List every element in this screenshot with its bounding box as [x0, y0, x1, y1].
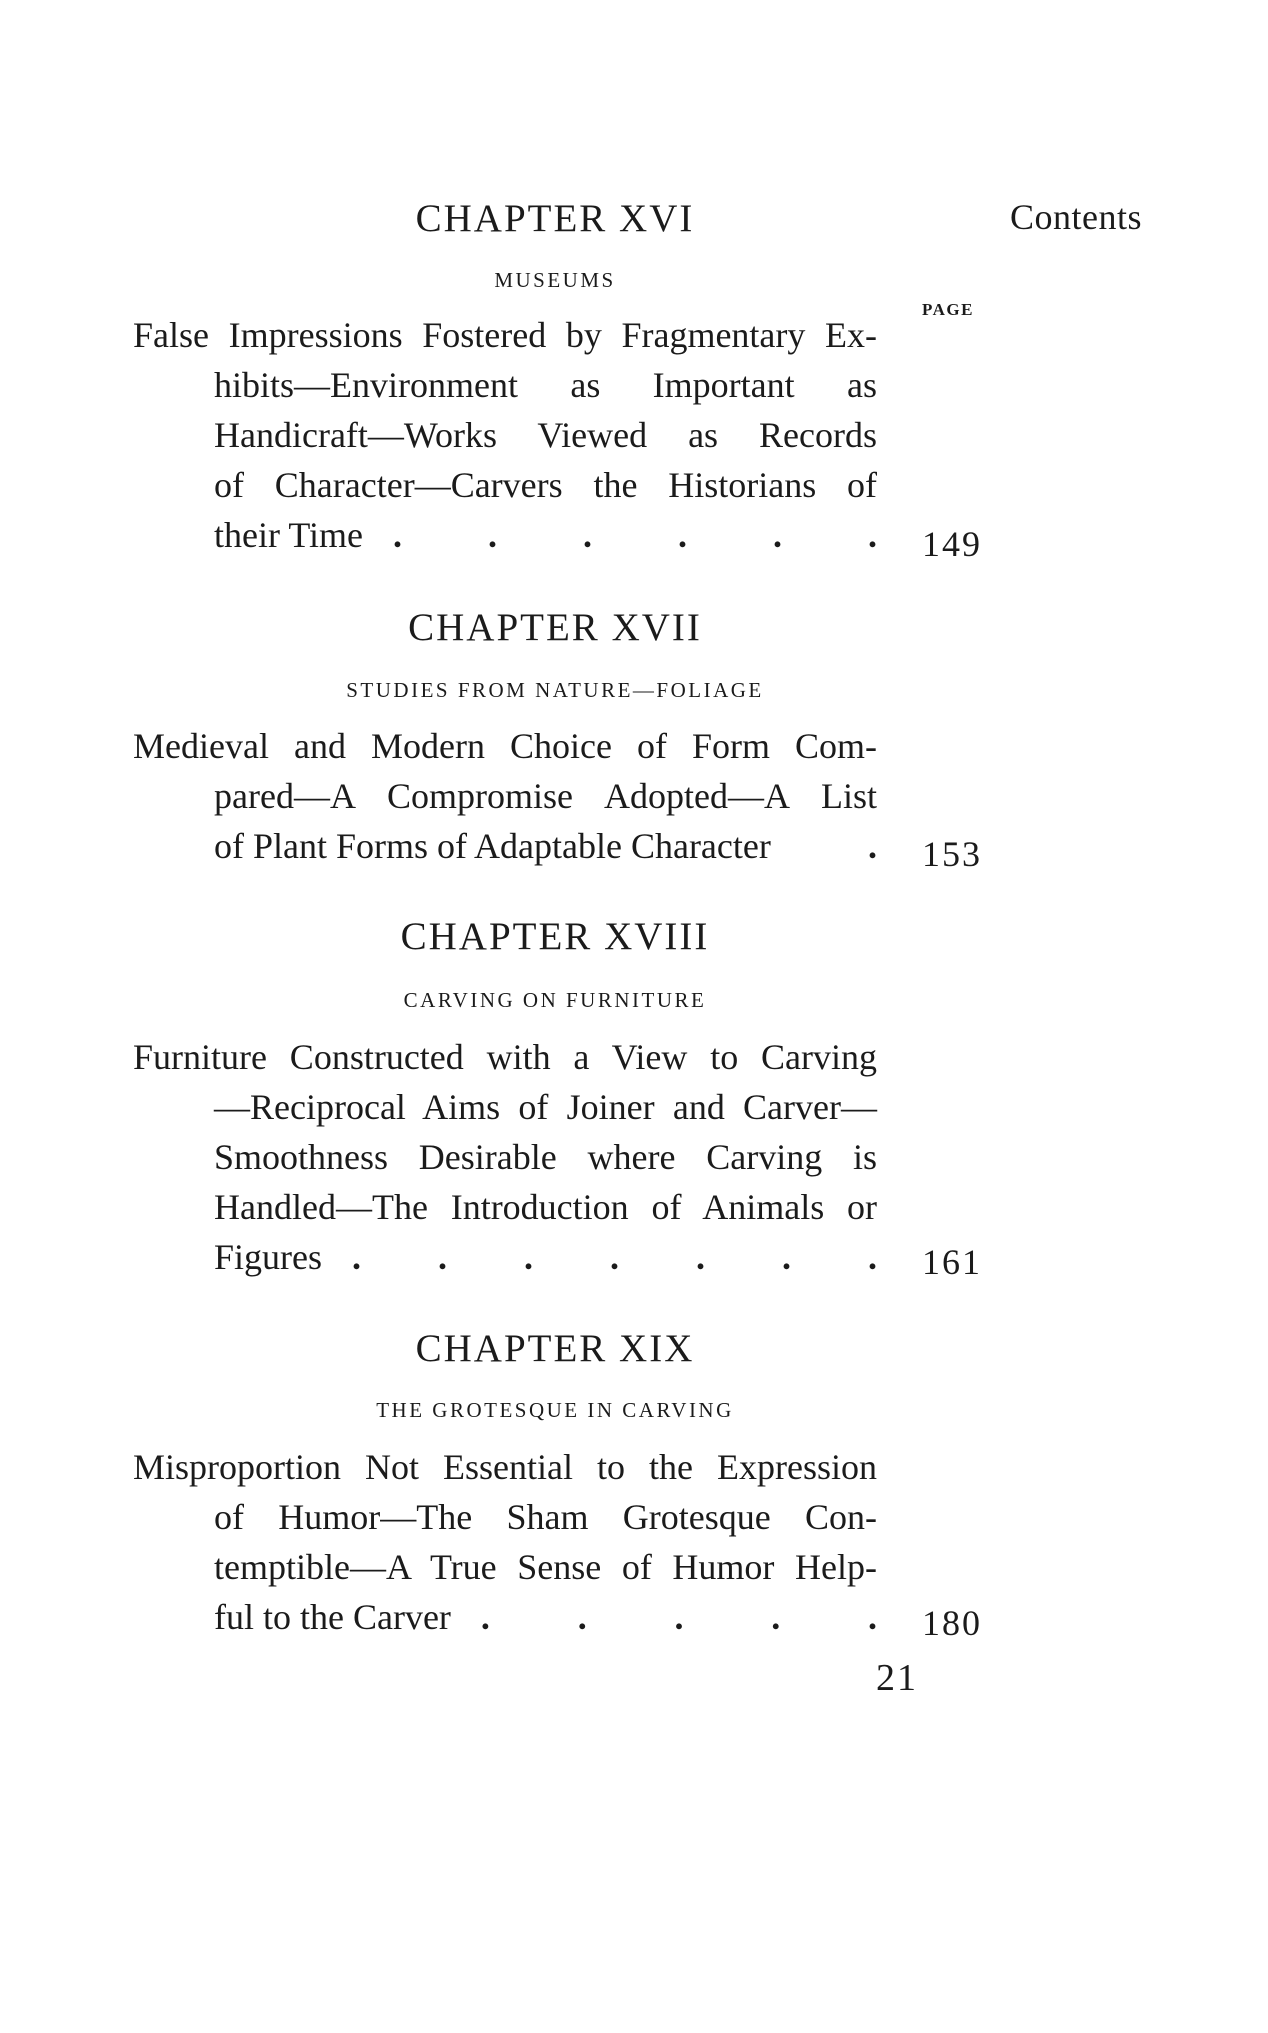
dot-leader: . . . . .	[480, 1597, 877, 1637]
page-number: 153	[922, 834, 982, 874]
chapter-summary-line: temptible—A True Sense of Humor Help-	[214, 1547, 877, 1587]
chapter-summary-line: of Plant Forms of Adaptable Character	[214, 826, 771, 866]
page-column-label: PAGE	[922, 300, 974, 319]
dot-leader: . . . . . . .	[352, 1237, 877, 1277]
chapter-summary-last-line	[214, 1592, 877, 1642]
chapter-summary-line: Medieval and Modern Choice of Form Com-	[133, 726, 877, 766]
chapter-summary-line: pared—A Compromise Adopted—A List	[214, 776, 877, 816]
chapter-title: CHAPTER XVI	[415, 197, 695, 240]
dot-leader: . . . . . .	[393, 515, 877, 555]
chapter-summary-line: —Reciprocal Aims of Joiner and Carver—	[214, 1087, 877, 1127]
chapter-summary-last-line	[214, 510, 877, 560]
chapter-summary-line: Misproportion Not Essential to the Expression	[133, 1447, 877, 1487]
chapter-summary-line: False Impressions Fostered by Fragmentary Ex-	[133, 315, 877, 355]
chapter-subtitle: CARVING ON FURNITURE	[403, 988, 707, 1012]
chapter-summary-line: ful to the Carver	[214, 1597, 451, 1637]
chapter-summary-line: of Humor—The Sham Grotesque Con-	[214, 1497, 877, 1537]
chapter-subtitle: MUSEUMS	[494, 268, 616, 292]
page-number: 161	[922, 1242, 982, 1282]
chapter-summary-last-line	[214, 1232, 877, 1282]
chapter-summary-line: Furniture Constructed with a View to Carving	[133, 1037, 877, 1077]
chapter-title: CHAPTER XVII	[408, 606, 702, 649]
chapter-title: CHAPTER XVIII	[400, 915, 710, 958]
chapter-summary-line: Figures	[214, 1237, 322, 1277]
chapter-title: CHAPTER XIX	[415, 1327, 695, 1370]
chapter-summary-line: Handled—The Introduction of Animals or	[214, 1187, 877, 1227]
chapter-summary-line: of Character—Carvers the Historians of	[214, 465, 877, 505]
chapter-summary-line: Handicraft—Works Viewed as Records	[214, 415, 877, 455]
page-number: 180	[922, 1603, 982, 1643]
chapter-summary-line: Smoothness Desirable where Carving is	[214, 1137, 877, 1177]
folio: 21	[876, 1657, 918, 1699]
running-head: Contents	[1010, 197, 1143, 237]
dot-leader: .	[868, 826, 877, 866]
chapter-summary-line: hibits—Environment as Important as	[214, 365, 877, 405]
page-number: 149	[922, 524, 982, 564]
chapter-subtitle: STUDIES FROM NATURE—FOLIAGE	[346, 678, 764, 702]
chapter-summary-line: their Time	[214, 515, 364, 555]
chapter-subtitle: THE GROTESQUE IN CARVING	[376, 1398, 734, 1422]
chapter-summary-last-line	[214, 821, 877, 871]
